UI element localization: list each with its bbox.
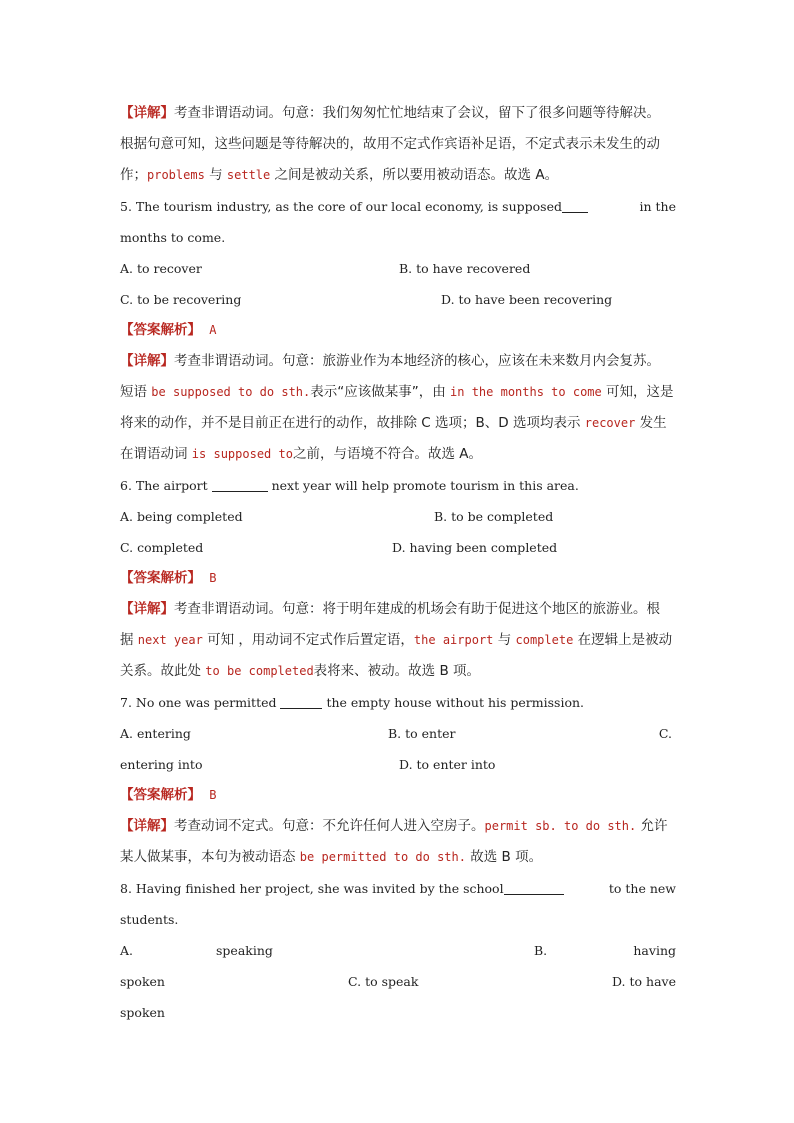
detail-text: 考查非谓语动词。句意：我们匆匆忙忙地结束了会议，留下了很多问题等待解决。 [174, 105, 660, 121]
detail-text: 考查非谓语动词。句意：旅游业作为本地经济的核心，应该在未来数月内会复苏。 [174, 353, 660, 369]
option-d-text-cont: spoken [120, 1005, 165, 1020]
q4-detail-line-2 [120, 129, 676, 160]
detail-text: 发生 [635, 415, 667, 431]
english-term: complete [515, 633, 574, 647]
answer-blank [504, 880, 564, 895]
question-stem: in the [639, 199, 676, 214]
question-stem: students. [120, 912, 179, 927]
q5-stem-line-2 [120, 222, 676, 253]
question-stem: to the new [608, 881, 676, 896]
english-term: problems [147, 168, 205, 182]
option-b: B. to enter [388, 726, 456, 741]
q5-detail-line-2 [120, 377, 676, 408]
detail-text: 允许 [636, 818, 668, 834]
option-c: C. to be recovering [120, 292, 242, 307]
english-term: permit sb. to do sth. [484, 819, 637, 833]
option-a: A. entering [120, 726, 191, 741]
option-a-letter: A. [120, 943, 134, 958]
q6-detail-line-3 [120, 656, 676, 687]
detail-text: 关系。故此处 [120, 663, 206, 679]
answer-blank [212, 477, 268, 492]
q5-detail-line-1 [120, 346, 676, 377]
detail-text: 考查非谓语动词。句意：将于明年建成的机场会有助于促进这个地区的旅游业。根 [174, 601, 660, 617]
option-c: C. to speak [348, 974, 419, 989]
detail-text: 与 [204, 167, 227, 183]
question-stem: the empty house without his permission. [322, 695, 584, 710]
english-term: next year [137, 633, 203, 647]
q7-answer [120, 780, 676, 811]
detail-text: 将来的动作，并不是目前正在进行的动作，故排除 C 选项；B、D 选项均表示 [120, 415, 585, 431]
detail-text: 考查动词不定式。句意：不允许任何人进入空房子。 [174, 818, 485, 834]
detail-text: 与 [493, 632, 516, 648]
question-stem: 7. No one was permitted [120, 695, 281, 710]
q6-detail-line-1 [120, 594, 676, 625]
q8-options-bcd [120, 966, 676, 997]
option-b-text-cont: spoken [120, 974, 165, 989]
answer-blank [280, 694, 322, 709]
question-stem: next year will help promote tourism in this area. [267, 478, 579, 493]
option-b: B. to have recovered [399, 261, 531, 276]
option-a: A. being completed [120, 509, 243, 524]
detail-text: 可知，这是 [601, 384, 674, 400]
option-a-text: speaking [216, 943, 273, 958]
question-stem: 6. The airport [120, 478, 212, 493]
detail-text: 表将来、被动。故选 B 项。 [313, 663, 481, 679]
option-d: D. having been completed [392, 540, 558, 555]
option-c: C. [658, 726, 672, 741]
answer-label: 【答案解析】 [120, 570, 201, 586]
answer-value: B [209, 571, 217, 585]
detail-text: 可知 ，用动词不定式作后置定语， [202, 632, 414, 648]
q4-detail-line-3 [120, 160, 676, 191]
question-stem: 8. Having finished her project, she was invited by the school [120, 881, 504, 896]
answer-label: 【答案解析】 [120, 787, 201, 803]
q7-stem [120, 687, 676, 718]
q6-options-cd [120, 532, 676, 563]
q5-detail-line-4 [120, 439, 676, 470]
detail-text: 之前，与语境不符合。故选 A。 [292, 446, 482, 462]
q8-stem-line-2 [120, 904, 676, 935]
answer-value: A [209, 323, 217, 337]
english-term: settle [226, 168, 271, 182]
detail-label: 【详解】 [120, 353, 174, 369]
option-c-text: entering into [120, 757, 203, 772]
q4-detail-line-1 [120, 98, 676, 129]
detail-label: 【详解】 [120, 818, 174, 834]
option-d: D. to have [611, 974, 676, 989]
option-d: D. to have been recovering [441, 292, 613, 307]
document-page [120, 98, 676, 1028]
q5-options-ab [120, 253, 676, 284]
detail-text: 根据句意可知，这些问题是等待解决的，故用不定式作宾语补足语，不定式表示未发生的动 [120, 136, 660, 152]
q6-options-ab [120, 501, 676, 532]
q5-options-cd [120, 284, 676, 315]
option-d: D. to enter into [399, 757, 496, 772]
english-term: to be completed [205, 664, 314, 678]
detail-label: 【详解】 [120, 601, 174, 617]
q5-detail-line-3 [120, 408, 676, 439]
english-term: be supposed to do sth. [151, 385, 311, 399]
q5-stem-line-1 [120, 191, 676, 222]
answer-label: 【答案解析】 [120, 322, 201, 338]
q7-detail-line-1 [120, 811, 676, 842]
english-term: recover [584, 416, 636, 430]
q7-options-abc [120, 718, 676, 749]
question-stem: months to come. [120, 230, 226, 245]
option-b-letter: B. [534, 943, 548, 958]
q6-stem [120, 470, 676, 501]
option-b-text: having [633, 943, 676, 958]
answer-blank [562, 198, 588, 213]
detail-text: 在谓语动词 [120, 446, 192, 462]
detail-text: 短语 [120, 384, 152, 400]
detail-text: 据 [120, 632, 138, 648]
english-term: is supposed to [191, 447, 293, 461]
detail-text: 某人做某事，本句为被动语态 [120, 849, 300, 865]
detail-text: 作； [120, 167, 147, 183]
english-term: in the months to come [450, 385, 602, 399]
english-term: be permitted to do sth. [299, 850, 466, 864]
q7-options-cd [120, 749, 676, 780]
detail-text: 表示“应该做某事”，由 [310, 384, 451, 400]
detail-text: 在逻辑上是被动 [573, 632, 673, 648]
answer-value: B [209, 788, 217, 802]
q8-stem-line-1 [120, 873, 676, 904]
detail-text: 故选 B 项。 [465, 849, 543, 865]
option-b: B. to be completed [434, 509, 554, 524]
option-c: C. completed [120, 540, 204, 555]
question-stem: 5. The tourism industry, as the core of our local economy, is supposed [120, 199, 562, 214]
q8-options-d-cont [120, 997, 676, 1028]
q6-detail-line-2 [120, 625, 676, 656]
detail-label: 【详解】 [120, 105, 174, 121]
q6-answer [120, 563, 676, 594]
q7-detail-line-2 [120, 842, 676, 873]
english-term: the airport [413, 633, 494, 647]
q8-options-ab [120, 935, 676, 966]
option-a: A. to recover [120, 261, 202, 276]
detail-text: 之间是被动关系，所以要用被动语态。故选 A。 [270, 167, 559, 183]
q5-answer [120, 315, 676, 346]
